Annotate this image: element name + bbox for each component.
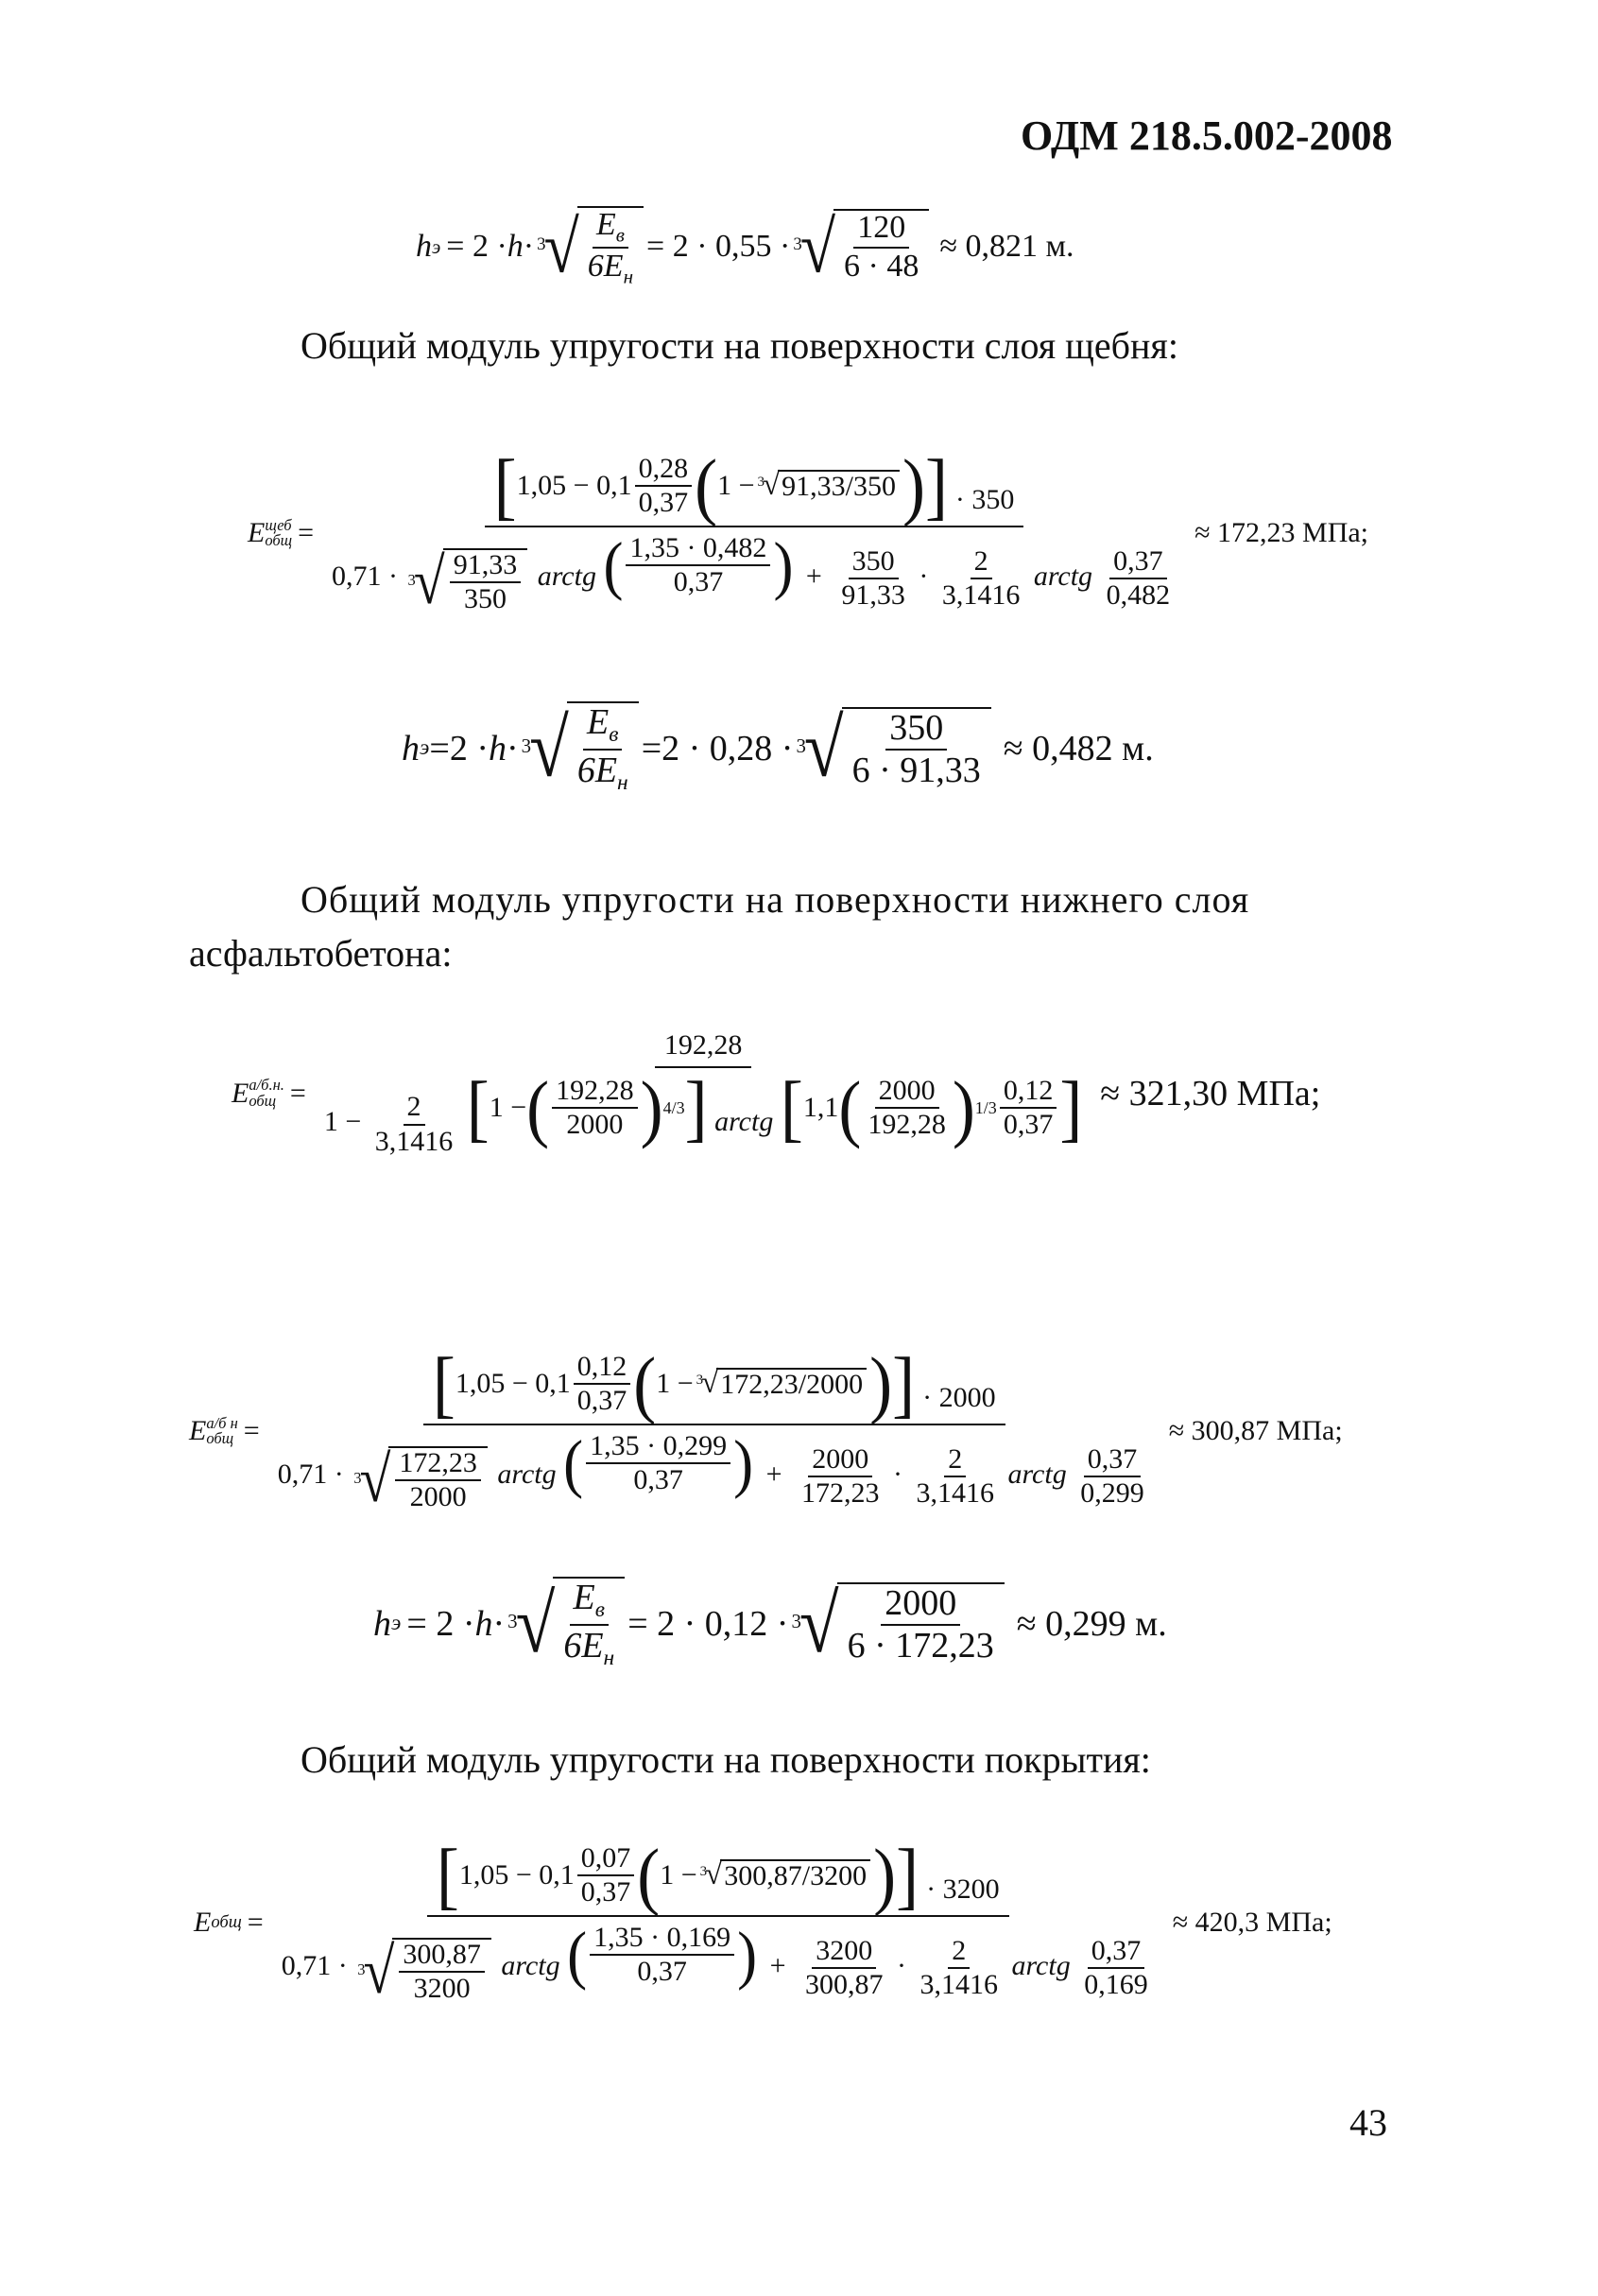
equation-e-pavement: E общ = [ 1,05 − 0,1 $\frac{0,07}{0,37}$ ( 1 − 3 √ 300,87/3200 ) ] · 3200 0,71 · 3 √ $\frac{300,87}{3200}$ arctg ( $\frac{1,35 \cdot 0,169}{0,37}$ ) + $\frac{3200}{300,87}$ · $\frac{2}{3,1416}$ arctg $\frac{0,37}{0,169}$ ≈ 420,3 МПа; [194,1834,1332,2008]
equation-h-crushed-stone: h э = 2 · h · 3 √ $\frac{E_в}{6E_н}$ = 2 · 0,55 · 3 √ $\frac{120}{6 \cdot 48}$ ≈ 0,821 м. [416,205,1074,288]
equation-h-crushed-stone-2: h э =2 · h · 3 √ $\frac{E_в}{6E_н}$ =2 · 0,28 · 3 √ $\frac{350}{6 \cdot 91,33}$ ≈ 0,482 м. [402,702,1154,795]
equation-e-crushed-stone: E щеб общ = [ 1,05 − 0,1 $\frac{0,28}{0,37}$ ( 1 − 3 √ 91,33/350 ) ] · 350 0,71 · 3 √ $\frac{91,33}{350}$ arctg ( $\frac{1,35 \cdot 0,482}{0,37}$ ) + $\frac{350}{91,33}$ · $\frac{2}{3,1416}$ arctg $\frac{0,37}{0,482}$ ≈ 172,23 МПа; [248,444,1369,618]
equation-h-asphalt: h э = 2 · h · 3 √ $\frac{E_в}{6E_н}$ = 2 · 0,12 · 3 √ $\frac{2000}{6 \cdot 172,23}$ ≈ 0,299 м. [373,1578,1167,1670]
paragraph-asphalt-line2: асфальтобетона: [189,932,453,975]
document-code: ОДМ 218.5.002-2008 [1021,112,1393,159]
equation-e-asphalt-lower: E а/б.н. общ = 192,28 1 − $\frac{2}{3,1416}$ [ 1 − ( $\frac{192,28}{2000}$ ) 4/3 ] arctg [ 1,1 ( $\frac{2000}{192,28}$ ) 1/3 $\frac{0,12}{0,37}$ ] ≈ 321,30 МПа; [232,1029,1321,1157]
equation-e-asphalt-lower-2: E а/б н общ = [ 1,05 − 0,1 $\frac{0,12}{0,37}$ ( 1 − 3 √ 172,23/2000 ) ] · 2000 0,71 · 3 √ $\frac{172,23}{2000}$ arctg ( $\frac{1,35 \cdot 0,299}{0,37}$ ) + $\frac{2000}{172,23}$ · $\frac{2}{3,1416}$ arctg $\frac{0,37}{0,299}$ ≈ 300,87 МПа; [189,1342,1343,1516]
paragraph-crushed-stone: Общий модуль упругости на поверхности слоя щебня: [301,324,1178,367]
paragraph-asphalt-line1: Общий модуль упругости на поверхности нижнего слоя [301,878,1250,921]
paragraph-pavement: Общий модуль упругости на поверхности покрытия: [301,1738,1151,1781]
page-number: 43 [1349,2101,1387,2144]
